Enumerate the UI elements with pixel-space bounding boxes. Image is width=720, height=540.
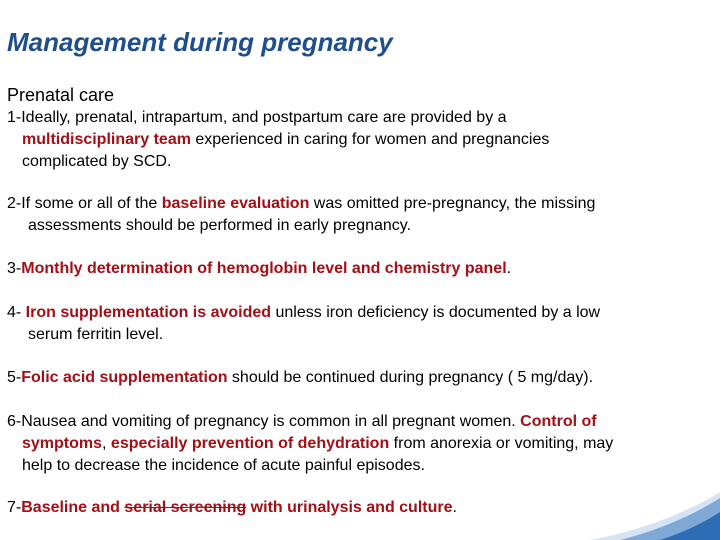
item-2-prefix: 2-If some or all of the <box>7 195 162 212</box>
highlight-urinalysis-culture: with urinalysis and culture <box>246 499 453 516</box>
highlight-monthly-determination: Monthly determination of hemoglobin level and chemistry panel <box>21 260 507 277</box>
highlight-serial-screening: serial screening <box>124 499 247 516</box>
highlight-symptoms: symptoms <box>22 435 103 452</box>
item-4-line-2: serum ferritin level. <box>28 326 164 343</box>
item-7-period: . <box>452 499 457 516</box>
list-item <box>7 258 707 280</box>
highlight-control-of: Control of <box>520 413 597 430</box>
list-item <box>7 107 707 173</box>
item-2-line-1 <box>7 193 707 215</box>
highlight-baseline-and: Baseline and <box>21 499 125 516</box>
item-3-line-1 <box>7 258 707 280</box>
item-6-text: 6-Nausea and vomiting of pregnancy is common in all pregnant women. <box>7 413 521 430</box>
item-4-line-1 <box>7 302 707 324</box>
item-5-number: 5- <box>7 369 22 386</box>
highlight-prevention-of-dehydration: especially prevention of dehydration <box>110 435 390 452</box>
list-item <box>7 193 707 237</box>
item-7-number: 7- <box>7 499 22 516</box>
list-item <box>7 411 707 477</box>
highlight-baseline-evaluation: baseline evaluation <box>161 195 310 212</box>
item-1-text: experienced in caring for women and pregnancies <box>190 131 550 148</box>
item-5-text: should be continued during pregnancy ( 5 mg/day). <box>227 369 594 386</box>
list-item <box>7 302 707 346</box>
item-6-comma: , <box>102 435 111 452</box>
item-6-line-1 <box>7 411 707 433</box>
item-2-text: was omitted pre-pregnancy, the missing <box>309 195 596 212</box>
item-6-line-3: help to decrease the incidence of acute painful episodes. <box>22 457 425 474</box>
item-5-line-1 <box>7 367 707 389</box>
item-6-text-2: from anorexia or vomiting, may <box>389 435 614 452</box>
slide-title: Management during pregnancy <box>7 27 393 57</box>
item-6-line-2 <box>7 433 707 455</box>
item-2-line-2: assessments should be performed in early pregnancy. <box>28 217 412 234</box>
highlight-iron-supplementation: Iron supplementation is avoided <box>25 304 272 321</box>
corner-swoosh-decoration <box>590 492 720 540</box>
item-3-number: 3- <box>7 260 22 277</box>
highlight-multidisciplinary-team: multidisciplinary team <box>22 131 191 148</box>
item-3-period: . <box>506 260 512 277</box>
highlight-folic-acid: Folic acid supplementation <box>21 369 228 386</box>
item-1-line-3: complicated by SCD. <box>22 153 172 170</box>
item-4-text: unless iron deficiency is documented by a low <box>271 304 601 321</box>
item-4-number: 4- <box>7 304 26 321</box>
section-heading: Prenatal care <box>7 85 115 105</box>
item-1-line-2 <box>7 129 707 151</box>
item-1-line-1: 1-Ideally, prenatal, intrapartum, and postpartum care are provided by a <box>7 109 507 126</box>
list-item <box>7 367 707 389</box>
